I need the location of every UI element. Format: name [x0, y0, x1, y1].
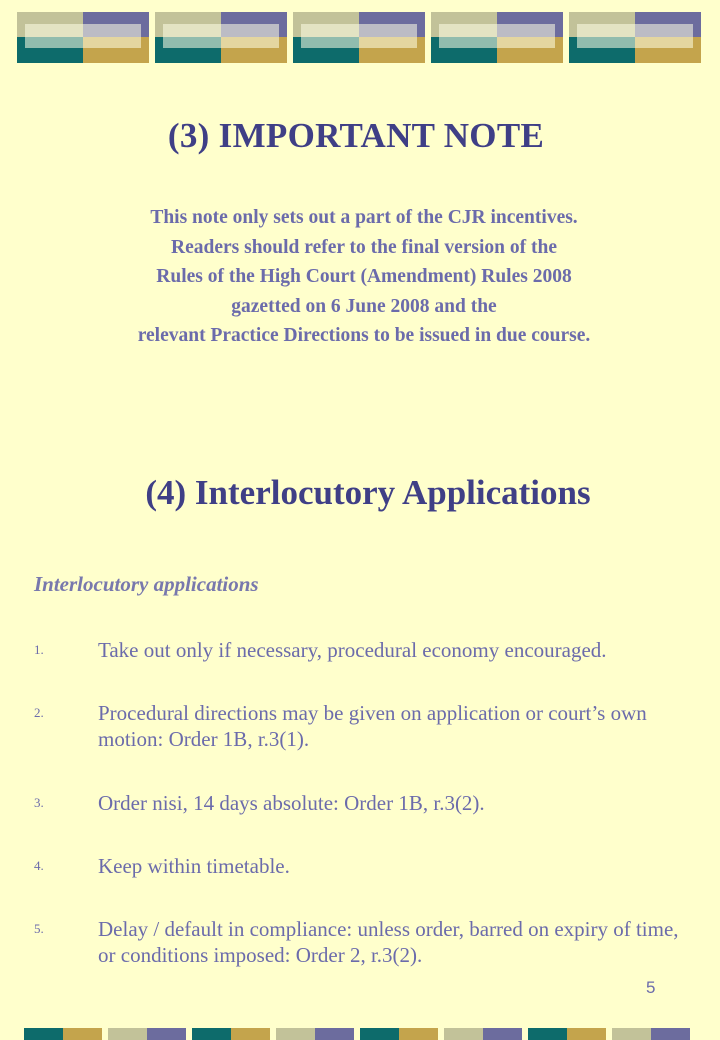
- decorative-cell: [192, 1028, 231, 1040]
- list-item-text: Keep within timetable.: [98, 854, 290, 878]
- list-item-text: Delay / default in compliance: unless order, barred on expiry of time, or conditions imposed: Order 2, r.3(2).: [98, 917, 679, 967]
- decorative-cell: [276, 1028, 315, 1040]
- list-item-text: Take out only if necessary, procedural economy encouraged.: [98, 638, 607, 662]
- decorative-cell: [651, 1028, 690, 1040]
- list-item-text: Procedural directions may be given on application or court’s own motion: Order 1B, r.3(1).: [98, 701, 647, 751]
- note-line: Rules of the High Court (Amendment) Rules 2008: [156, 266, 572, 287]
- list-item-number: 4.: [34, 858, 44, 873]
- decorative-block: [293, 12, 425, 63]
- decorative-cell: [63, 1028, 102, 1040]
- list-item-number: 2.: [34, 705, 44, 720]
- decorative-cell: [567, 1028, 606, 1040]
- decorative-cell: [315, 1028, 354, 1040]
- list-item-number: 1.: [34, 642, 44, 657]
- decorative-cell: [231, 1028, 270, 1040]
- top-decorative-banner: [17, 12, 705, 63]
- note-line: This note only sets out a part of the CJR incentives.: [150, 207, 578, 228]
- heading-interlocutory-applications: (4) Interlocutory Applications: [145, 473, 591, 512]
- list-item-number: 3.: [34, 795, 44, 810]
- bottom-decorative-strip: [24, 1028, 692, 1040]
- decorative-cell: [147, 1028, 186, 1040]
- note-line: gazetted on 6 June 2008 and the: [231, 295, 497, 317]
- note-line: Readers should refer to the final version of the: [171, 236, 557, 258]
- decorative-cell: [444, 1028, 483, 1040]
- note-line: relevant Practice Directions to be issued in due course.: [137, 325, 591, 346]
- heading-important-note: (3) IMPORTANT NOTE: [167, 116, 545, 155]
- decorative-block: [431, 12, 563, 63]
- decorative-cell: [399, 1028, 438, 1040]
- decorative-block: [155, 12, 287, 63]
- decorative-cell: [24, 1028, 63, 1040]
- decorative-cell: [612, 1028, 651, 1040]
- decorative-cell: [528, 1028, 567, 1040]
- subheading-interlocutory: Interlocutory applications: [34, 572, 259, 596]
- list-item-text: Order nisi, 14 days absolute: Order 1B, r.3(2).: [98, 791, 485, 815]
- page-number: 5: [646, 978, 656, 997]
- decorative-cell: [360, 1028, 399, 1040]
- decorative-cell: [483, 1028, 522, 1040]
- decorative-block: [17, 12, 149, 63]
- important-note-text: [0, 203, 720, 351]
- decorative-block: [569, 12, 701, 63]
- list-item-number: 5.: [34, 921, 44, 936]
- decorative-cell: [108, 1028, 147, 1040]
